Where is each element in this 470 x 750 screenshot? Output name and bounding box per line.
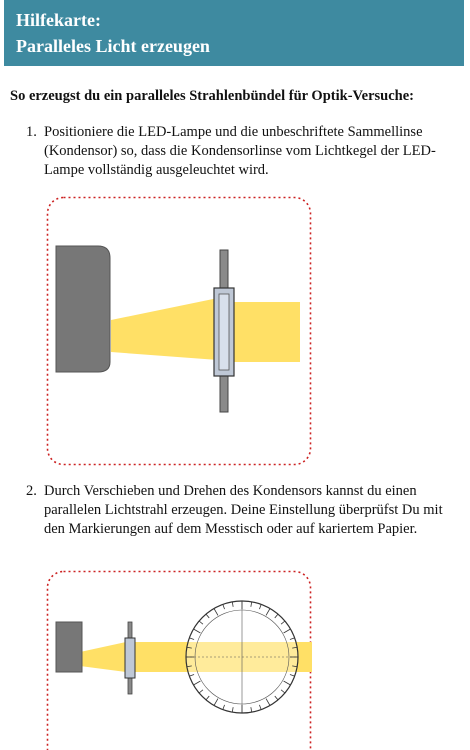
- led-lamp: [56, 246, 110, 372]
- figure-measuring-table: [46, 570, 312, 750]
- angle-dial: [186, 601, 298, 713]
- figure-lamp-and-condenser: [46, 196, 312, 466]
- light-cone: [111, 298, 218, 360]
- card-header: [4, 0, 464, 66]
- led-lamp: [56, 622, 82, 672]
- condenser-lens-glass: [219, 294, 229, 370]
- step-2: [26, 482, 466, 562]
- light-cone: [80, 642, 126, 672]
- step-2-text: Durch Verschieben und Drehen des Kondensors kannst du einen parallelen Lichtstrahl erzeugen. Deine Einstellung überprüfst Du mit den Markierungen auf dem Messtisch oder auf kariertem Papier.: [44, 483, 443, 537]
- intro-heading: So erzeugst du ein paralleles Strahlenbündel für Optik-Versuche:: [10, 88, 415, 104]
- step-2-number: 2.: [26, 483, 37, 499]
- header-label: Hilfekarte:: [16, 10, 101, 30]
- step-1-number: 1.: [26, 124, 37, 140]
- page-title: Paralleles Licht erzeugen: [16, 36, 210, 56]
- condenser-lens: [125, 638, 135, 678]
- step-1-text: Positioniere die LED-Lampe und die unbeschriftete Sammellinse (Kondensor) so, dass die Kondensorlinse vom Lichtkegel der LED-Lampe vollständig ausgeleuchtet wird.: [44, 124, 436, 178]
- step-1: [26, 123, 466, 183]
